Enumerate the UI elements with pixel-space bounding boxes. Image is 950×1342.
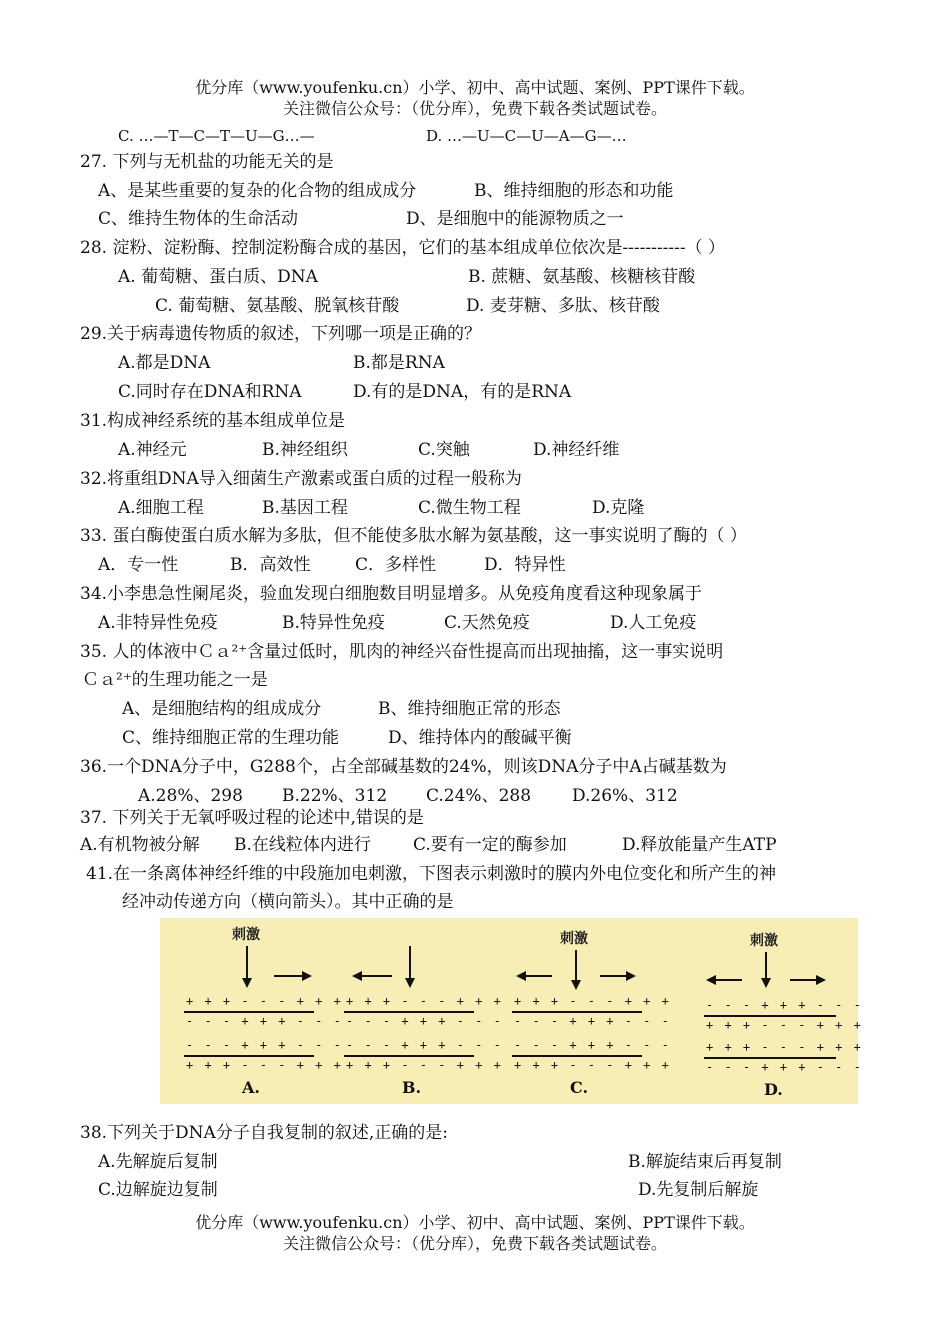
q38-option-d: D.先复制后解旋 xyxy=(638,1180,759,1200)
membrane-line xyxy=(512,1011,642,1013)
q32-option-c: C.微生物工程 xyxy=(418,498,521,518)
membrane-row-3: - - - + + + - - - xyxy=(514,1038,671,1052)
q41-stem-line-2: 经冲动传递方向（横向箭头）。其中正确的是 xyxy=(122,892,454,912)
q33-option-a: A．专一性 xyxy=(98,555,179,575)
q28-option-b: B. 蔗糖、氨基酸、核糖核苷酸 xyxy=(468,267,696,287)
q29-option-a: A.都是DNA xyxy=(118,353,211,373)
left-arrow-icon xyxy=(338,918,508,998)
membrane-line xyxy=(184,1011,314,1013)
q31-option-a: A.神经元 xyxy=(118,440,187,460)
membrane-row-4: - - - + + + - - - xyxy=(706,1060,863,1074)
membrane-row-3: - - - + + + - - - xyxy=(346,1038,503,1052)
right-arrow-icon xyxy=(698,918,868,998)
membrane-row-1: + + + - - - + + + xyxy=(186,994,343,1008)
q28-option-d: D. 麦芽糖、多肽、核苷酸 xyxy=(466,296,660,316)
q36-stem: 36.一个DNA分子中，G288个，占全部碱基数的24%，则该DNA分子中A占碱基数为 xyxy=(80,757,727,777)
q33-option-c: C．多样性 xyxy=(355,555,437,575)
right-arrow-icon xyxy=(170,918,340,998)
q29-option-b: B.都是RNA xyxy=(353,353,445,373)
q37-option-b: B.在线粒体内进行 xyxy=(234,835,371,855)
q35-option-d: D、维持体内的酸碱平衡 xyxy=(388,728,572,748)
membrane-row-4: + + + - - - + + + xyxy=(514,1058,671,1072)
q31-option-d: D.神经纤维 xyxy=(533,440,620,460)
panel-label-d: D. xyxy=(764,1080,783,1099)
q38-option-c: C.边解旋边复制 xyxy=(98,1180,218,1200)
q27-option-c: C、维持生物体的生命活动 xyxy=(98,209,299,229)
q35-stem-line-2: Ｃａ²⁺的生理功能之一是 xyxy=(82,670,268,690)
stimulus-label: 刺激 xyxy=(750,933,778,949)
header-line-2: 关注微信公众号：（优分库），免费下载各类试题试卷。 xyxy=(282,99,667,118)
membrane-line xyxy=(704,1015,836,1017)
figure-panel-c xyxy=(508,918,678,1104)
q33-stem: 33. 蛋白酶使蛋白质水解为多肽，但不能使多肽水解为氨基酸，这一事实说明了酶的（ ） xyxy=(80,526,747,546)
membrane-line xyxy=(184,1055,314,1057)
header-line-1: 优分库（www.youfenku.cn）小学、初中、高中试题、案例、PPT课件下载。 xyxy=(195,78,755,97)
q31-stem: 31.构成神经系统的基本组成单位是 xyxy=(80,411,346,431)
figure-panel-d xyxy=(698,918,868,1104)
carryover-option-d: D. …—U—C—U—A—G—… xyxy=(426,127,627,145)
q37-option-a: A.有机物被分解 xyxy=(80,835,200,855)
membrane-row-1: - - - + + + - - - xyxy=(706,998,863,1012)
membrane-row-3: + + + - - - + + + xyxy=(706,1040,863,1054)
panel-label-b: B. xyxy=(402,1078,422,1097)
q27-option-d: D、是细胞中的能源物质之一 xyxy=(406,209,624,229)
q28-option-c: C. 葡萄糖、氨基酸、脱氧核苷酸 xyxy=(155,296,400,316)
q31-option-b: B.神经组织 xyxy=(262,440,348,460)
q32-stem: 32.将重组DNA导入细菌生产激素或蛋白质的过程一般称为 xyxy=(80,469,522,489)
q36-option-b: B.22%、312 xyxy=(282,786,388,806)
q34-option-a: A.非特异性免疫 xyxy=(98,613,218,633)
q29-stem: 29.关于病毒遗传物质的叙述，下列哪一项是正确的？ xyxy=(80,324,482,344)
q28-stem: 28. 淀粉、淀粉酶、控制淀粉酶合成的基因，它们的基本组成单位依次是-----------（ ） xyxy=(80,238,726,258)
figure-panel-a xyxy=(170,918,343,1104)
q35-option-b: B、维持细胞正常的形态 xyxy=(378,699,561,719)
membrane-row-1: + + + - - - + + + xyxy=(514,994,671,1008)
q37-option-d: D.释放能量产生ATP xyxy=(622,835,777,855)
footer-line-1: 优分库（www.youfenku.cn）小学、初中、高中试题、案例、PPT课件下载。 xyxy=(195,1213,755,1232)
q34-option-c: C.天然免疫 xyxy=(444,613,530,633)
panel-label-c: C. xyxy=(570,1078,589,1097)
stimulus-label: 刺激 xyxy=(232,927,260,943)
q27-option-a: A、是某些重要的复杂的化合物的组成成分 xyxy=(98,181,417,201)
q35-option-a: A、是细胞结构的组成成分 xyxy=(122,699,322,719)
q38-option-b: B.解旋结束后再复制 xyxy=(628,1152,782,1172)
membrane-row-2: - - - + + + - - - xyxy=(514,1014,671,1028)
q29-option-d: D.有的是DNA，有的是RNA xyxy=(353,382,572,402)
q36-option-d: D.26%、312 xyxy=(572,786,678,806)
q32-option-b: B.基因工程 xyxy=(262,498,348,518)
q32-option-a: A.细胞工程 xyxy=(118,498,204,518)
q36-option-a: A.28%、298 xyxy=(138,786,243,806)
q32-option-d: D.克隆 xyxy=(592,498,645,518)
carryover-option-c: C. …—T—C—T—U—G…— xyxy=(118,127,315,145)
q36-option-c: C.24%、288 xyxy=(426,786,532,806)
q35-option-c: C、维持细胞正常的生理功能 xyxy=(122,728,340,748)
q28-option-a: A. 葡萄糖、蛋白质、DNA xyxy=(118,267,318,287)
q37-option-c: C.要有一定的酶参加 xyxy=(413,835,567,855)
membrane-row-2: - - - + + + - - - xyxy=(346,1014,503,1028)
nerve-impulse-figure xyxy=(160,918,863,1104)
figure-panel-b xyxy=(338,918,508,1104)
q41-stem-line-1: 41.在一条离体神经纤维的中段施加电刺激，下图表示刺激时的膜内外电位变化和所产生的神 xyxy=(86,864,777,884)
q33-option-d: D．特异性 xyxy=(484,555,566,575)
panel-label-a: A. xyxy=(242,1078,260,1097)
membrane-line xyxy=(344,1055,474,1057)
q34-stem: 34.小李患急性阑尾炎，验血发现白细胞数目明显增多。从免疫角度看这种现象属于 xyxy=(80,584,703,604)
q38-stem: 38.下列关于DNA分子自我复制的叙述,正确的是: xyxy=(80,1123,448,1143)
membrane-row-4: + + + - - - + + + xyxy=(346,1058,503,1072)
q38-option-a: A.先解旋后复制 xyxy=(98,1152,218,1172)
q31-option-c: C.突触 xyxy=(418,440,470,460)
stimulus-label: 刺激 xyxy=(560,931,588,947)
q27-option-b: B、维持细胞的形态和功能 xyxy=(474,181,674,201)
membrane-line xyxy=(344,1011,474,1013)
q27-stem: 27. 下列与无机盐的功能无关的是 xyxy=(80,152,334,172)
footer-line-2: 关注微信公众号：（优分库），免费下载各类试题试卷。 xyxy=(282,1234,667,1253)
q35-stem-line-1: 35. 人的体液中Ｃａ²⁺含量过低时，肌肉的神经兴奋性提高而出现抽搐，这一事实说明 xyxy=(80,642,724,662)
membrane-row-3: - - - + + + - - - xyxy=(186,1038,343,1052)
q37-stem: 37. 下列关于无氧呼吸过程的论述中,错误的是 xyxy=(80,808,424,828)
membrane-row-1: + + + - - - + + + xyxy=(346,994,503,1008)
right-arrow-icon xyxy=(508,918,678,998)
membrane-row-2: - - - + + + - - - xyxy=(186,1014,343,1028)
membrane-line xyxy=(512,1055,642,1057)
membrane-row-4: + + + - - - + + + xyxy=(186,1058,343,1072)
q34-option-d: D.人工免疫 xyxy=(610,613,697,633)
q34-option-b: B.特异性免疫 xyxy=(282,613,385,633)
membrane-line xyxy=(704,1057,836,1059)
membrane-row-2: + + + - - - + + + xyxy=(706,1018,863,1032)
q33-option-b: B．高效性 xyxy=(230,555,311,575)
q29-option-c: C.同时存在DNA和RNA xyxy=(118,382,302,402)
